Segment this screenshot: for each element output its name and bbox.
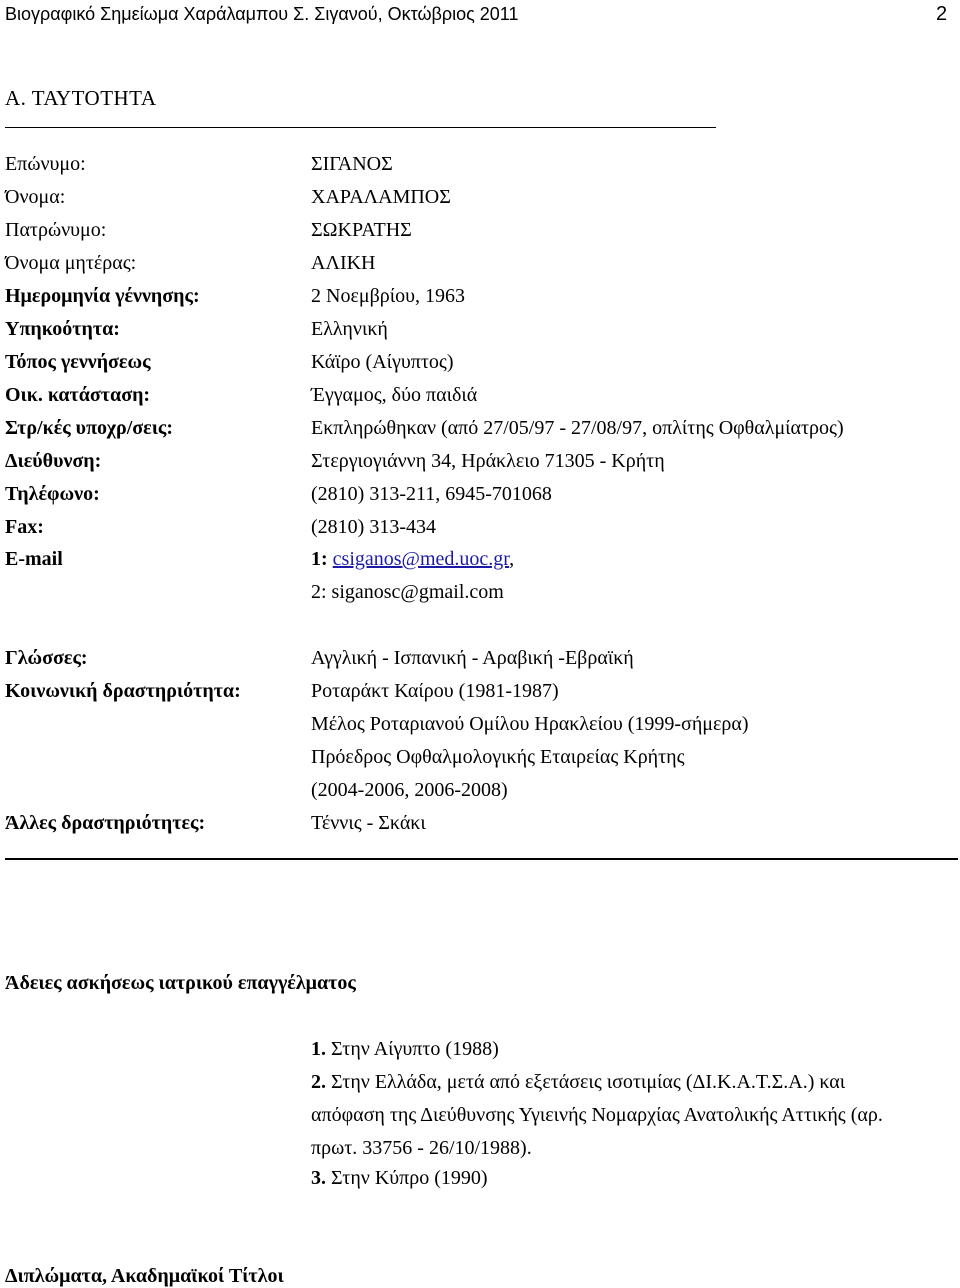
other-activities-label: Άλλες δραστηριότητες: <box>5 812 206 834</box>
mother-name-label: Όνομα μητέρας: <box>5 252 137 274</box>
license-text: Στην Ελλάδα, μετά από εξετάσεις ισοτιμίας (ΔΙ.Κ.Α.Τ.Σ.Α.) και <box>331 1071 846 1093</box>
license-item-continuation: πρωτ. 33756 - 26/10/1988). <box>311 1137 532 1159</box>
email-label: E-mail <box>5 548 63 570</box>
license-number: 1. <box>311 1038 326 1060</box>
section-divider <box>5 858 958 860</box>
page-number: 2 <box>936 3 948 25</box>
address-value: Στεργιογιάννη 34, Ηράκλειο 71305 - Κρήτη <box>311 450 665 472</box>
citizenship-label: Υπηκοότητα: <box>5 318 120 340</box>
phone-label: Τηλέφωνο: <box>5 483 100 505</box>
military-service-value: Εκπληρώθηκαν (από 27/05/97 - 27/08/97, οπλίτης Οφθαλμίατρος) <box>311 417 844 439</box>
surname-value: ΣΙΓΑΝΟΣ <box>311 153 393 175</box>
social-activity-label: Κοινωνική δραστηριότητα: <box>5 680 241 702</box>
father-name-label: Πατρώνυμο: <box>5 219 107 241</box>
birthplace-value: Κάϊρο (Αίγυπτος) <box>311 351 454 373</box>
mother-name-value: ΑΛΙΚΗ <box>311 252 376 274</box>
citizenship-value: Ελληνική <box>311 318 388 340</box>
license-number: 3. <box>311 1167 326 1189</box>
email-line-1 <box>311 547 514 571</box>
running-header: Βιογραφικό Σημείωμα Χαράλαμπου Σ. Σιγανού, Οκτώβριος 2011 <box>5 4 519 24</box>
phone-value: (2810) 313-211, 6945-701068 <box>311 483 552 505</box>
languages-label: Γλώσσες: <box>5 647 88 669</box>
social-activity-line: Πρόεδρος Οφθαλμολογικής Εταιρείας Κρήτης <box>311 746 685 768</box>
military-service-label: Στρ/κές υποχρ/σεις: <box>5 417 173 439</box>
name-label: Όνομα: <box>5 186 66 208</box>
license-text: Στην Αίγυπτο (1988) <box>331 1038 499 1060</box>
social-activity-line: Ροταράκτ Καίρου (1981-1987) <box>311 680 559 702</box>
address-label: Διεύθυνση: <box>5 450 102 472</box>
section-underline <box>5 127 716 128</box>
social-activity-line: Μέλος Ροταριανού Ομίλου Ηρακλείου (1999-σήμερα) <box>311 713 749 735</box>
email-1-suffix: , <box>509 548 515 570</box>
birthplace-label: Τόπος γεννήσεως <box>5 351 151 373</box>
birthdate-label: Ημερομηνία γέννησης: <box>5 285 200 307</box>
license-item <box>311 1070 845 1094</box>
father-name-value: ΣΩΚΡΑΤΗΣ <box>311 219 412 241</box>
degrees-heading: Διπλώματα, Ακαδημαϊκοί Τίτλοι <box>5 1265 284 1287</box>
license-item <box>311 1037 499 1061</box>
languages-value: Αγγλική - Ισπανική - Αραβική -Εβραϊκή <box>311 647 634 669</box>
email-line-2: 2: siganosc@gmail.com <box>311 581 504 603</box>
license-item-continuation: απόφαση της Διεύθυνσης Υγιεινής Νομαρχίας Ανατολικής Αττικής (αρ. <box>311 1104 883 1126</box>
license-text: Στην Κύπρο (1990) <box>331 1167 488 1189</box>
marital-status-value: Έγγαμος, δύο παιδιά <box>311 384 478 406</box>
license-item <box>311 1166 488 1190</box>
email-1-link[interactable]: csiganos@med.uoc.gr <box>332 548 510 570</box>
section-title: Α. ΤΑΥΤΟΤΗΤΑ <box>5 86 157 110</box>
email-1-prefix: 1: <box>311 548 328 570</box>
marital-status-label: Οικ. κατάσταση: <box>5 384 151 406</box>
birthdate-value: 2 Νοεμβρίου, 1963 <box>311 285 466 307</box>
license-number: 2. <box>311 1071 326 1093</box>
name-value: ΧΑΡΑΛΑΜΠΟΣ <box>311 186 451 208</box>
fax-value: (2810) 313-434 <box>311 516 436 538</box>
social-activity-line: (2004-2006, 2006-2008) <box>311 779 508 801</box>
other-activities-value: Τέννις - Σκάκι <box>311 812 426 834</box>
licenses-heading: Άδειες ασκήσεως ιατρικού επαγγέλματος <box>5 972 356 994</box>
fax-label: Fax: <box>5 516 44 538</box>
surname-label: Επώνυμο: <box>5 153 86 175</box>
